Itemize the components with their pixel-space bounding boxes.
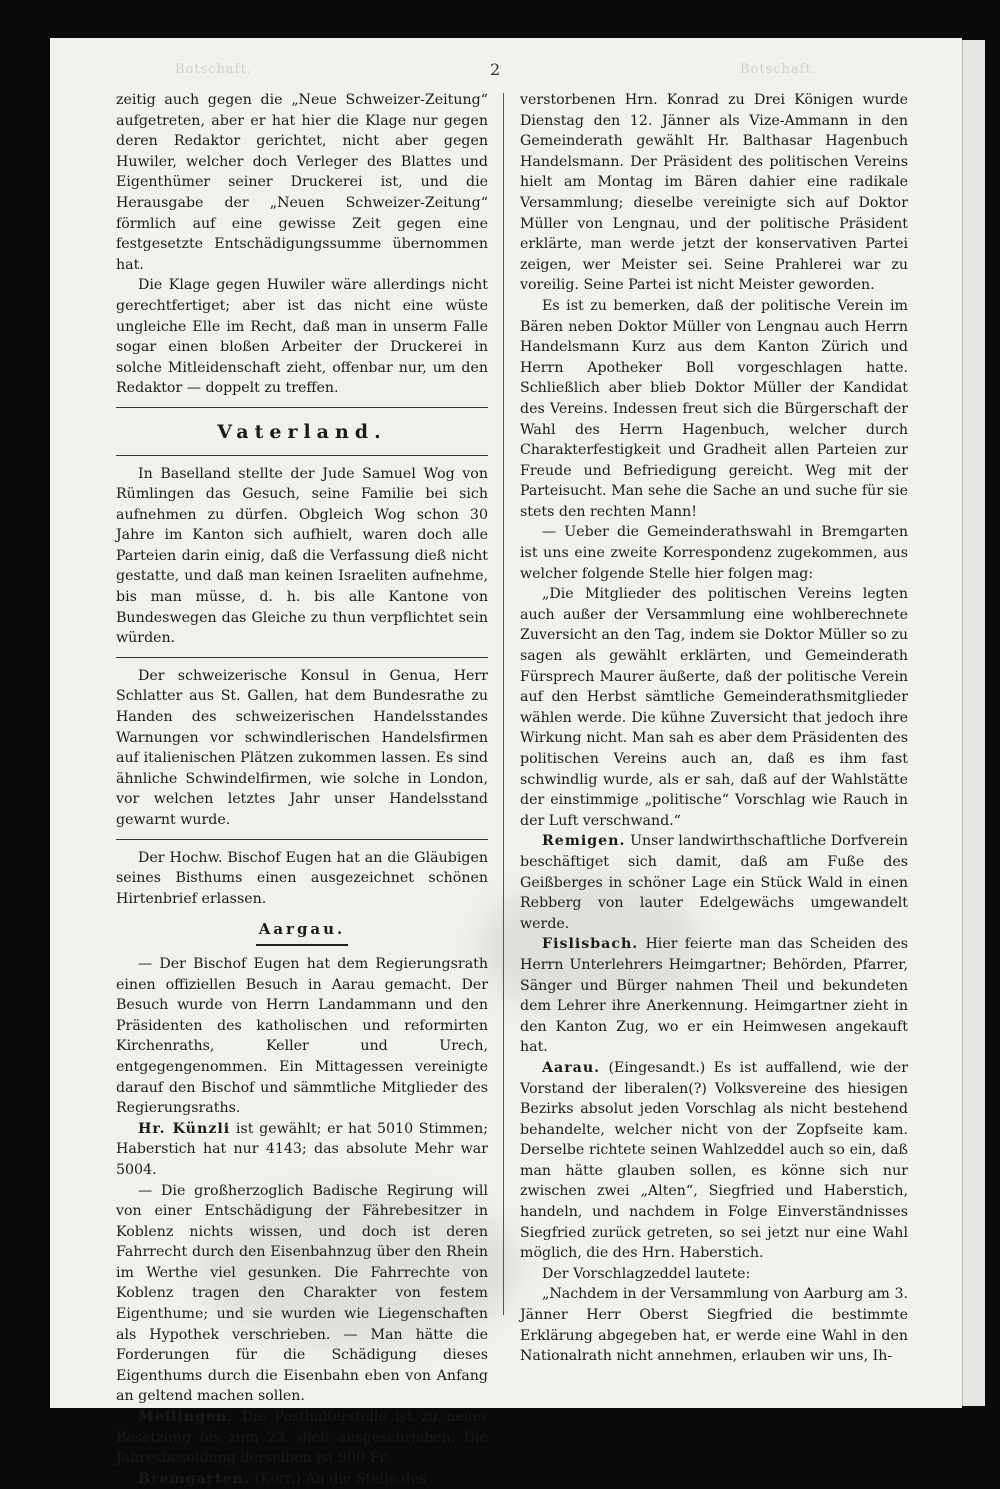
bleedthrough-text: Botschaft. — [175, 62, 252, 77]
article-paragraph: — Die großherzoglich Badische Regirung will von einer Entschädigung der Fährebesitzer in Koblenz nichts wissen, und doch ist deren Fahrrecht durch den Eisenbahnzug über den Rhein im Werthe viel gesunken. Die Fahrrechte von Koblenz tragen den Charakter von festem Eigenthume; und sie wurden wie Liegenschaften als Hypothek verschrieben. — Man hätte die Forderungen für die Schädigung dieses Eigenthums durch die Eisenbahn eben von Anfang an geltend machen sollen. — [116, 1182, 488, 1405]
dateline: Fislisbach. — [542, 936, 639, 953]
article-paragraph — [520, 1058, 908, 1264]
dateline: Aarau. — [542, 1059, 601, 1076]
right-column — [520, 90, 908, 1367]
article-text: Hier feierte man das Scheiden des Herrn Unterlehrers Heimgartner; Behörden, Pfarrer, Sänger und Bürger nahmen Theil und bekundeten dem Lehrer ihre Anerkennung. Heimgartner zieht in den Kanton Zug, wo er ein Heimwesen angekauft hat. — [520, 936, 908, 1056]
separator-rule — [116, 657, 488, 658]
article-text: (Eingesandt.) Es ist auffallend, wie der Vorstand der liberalen(?) Volksvereine des hiesigen Bezirks absolut jeden Vorschlag als nicht bestehend behandelte, welcher nicht von der Zopfseite kam. Derselbe richtete seinen Wahlzeddel auch so ein, daß man hätte glauben sollen, es könne sich nur zwischen zwei „Alten“, Siegfried und Haberstich, handeln, und nachdem in Folge Einverständnisses Siegfried zurück getreten, so sei jetzt nur eine Wahl möglich, die des Hrn. Haberstich. — [520, 1059, 908, 1262]
article-text: (Korr.) An die Stelle des — [249, 1470, 427, 1487]
article-paragraph: Es ist zu bemerken, daß der politische Verein im Bären neben Doktor Müller von Lengnau auch Herrn Handelsmann Kurz aus dem Kanton Zürich und Herrn Apotheker Boll vorgeschlagen hatte. Schließlich aber blieb Doktor Müller der Kandidat des Vereins. Indessen freut sich die Bürgerschaft der Wahl des Herrn Hagenbuch, welcher durch Charakterfestigkeit und Gradheit allen Parteien zur Freude und Befriedigung gereicht. Weg mit der Parteisucht. Man sehe die Sache an und suche für sie stets den rechten Mann! — [520, 297, 908, 520]
article-paragraph: Der Hochw. Bischof Eugen hat an die Gläubigen seines Bisthums einen ausgezeichnet schönen Hirtenbrief erlassen. — [116, 849, 488, 907]
subsection-title: Aargau. — [258, 920, 346, 939]
article-paragraph — [116, 1119, 488, 1181]
dateline: Mellingen. — [138, 1409, 234, 1426]
left-column — [116, 90, 488, 1489]
dateline: Hr. Künzli — [138, 1120, 231, 1137]
article-text: ist gewählt; er hat 5010 Stimmen; Haberstich hat nur 4143; das absolute Mehr war 5004. — [116, 1120, 488, 1178]
page-number: 2 — [490, 60, 501, 79]
separator-rule — [116, 407, 488, 408]
article-paragraph: „Nachdem in der Versammlung von Aarburg am 3. Jänner Herr Oberst Siegfried die bestimmte Erklärung abgegeben hat, er werde eine Wahl in den Nationalrath nicht annehmen, erlauben wir uns, Ih- — [520, 1286, 908, 1365]
article-paragraph: „Die Mitglieder des politischen Vereins legten auch außer der Versammlung eine wohlberechnete Zuversicht an den Tag, indem sie Doktor Müller so zu sagen als gewählt erklärten, und Gemeinderath Fürsprech Maurer äußerte, daß der politische Verein auf den Herbst sämtliche Gemeinderathsmitglieder wählen werde. Die kühne Zuversicht that jedoch ihre Wirkung nicht. Man sah es aber dem Präsidenten des politischen Vereins auch an, daß es ihm fast schwindlig wurde, als er sah, daß auf der Wahlstätte der einstimmige „politische“ Vorschlag wie Rauch in der Luft verschwand.“ — [520, 586, 908, 829]
article-paragraph — [116, 1469, 488, 1489]
article-paragraph: Der Vorschlagzeddel lautete: — [542, 1265, 751, 1282]
article-paragraph — [116, 1407, 488, 1469]
column-divider — [503, 93, 504, 1315]
article-paragraph: — Der Bischof Eugen hat dem Regierungsrath einen offiziellen Besuch in Aarau gemacht. Der Besuch wurde von Herrn Landammann und den Präsidenten des katholischen und reformirten Kirchenraths, Keller und Urech, entgegengenommen. Ein Mittagessen vereinigte darauf den Bischof und sämmtliche Mitglieder des Regierungsraths. — [116, 955, 488, 1117]
bleedthrough-text: Botschaft. — [740, 62, 817, 77]
article-text: Die Posthalterstelle ist zu neuer Besetzung bis zum 23. dieß ausgeschrieben. Die Jahresbesoldung derselben ist 900 Fr. — [116, 1409, 488, 1467]
separator-rule — [116, 839, 488, 840]
article-paragraph: Der schweizerische Konsul in Genua, Herr Schlatter aus St. Gallen, hat dem Bundesrathe zu Handen des schweizerischen Handelsstandes Warnungen vor schwindlerischen Handelsfirmen auf italienischen Plätzen zukommen lassen. Es sind ähnliche Schwindelfirmen, wie solche in London, vor welchen letztes Jahr unser Handelsstand gewarnt wurde. — [116, 667, 488, 828]
newspaper-page — [50, 38, 962, 1487]
article-paragraph — [520, 934, 908, 1058]
subsection-rule — [256, 944, 348, 946]
article-paragraph: Die Klage gegen Huwiler wäre allerdings nicht gerechtfertiget; aber ist das nicht eine wüste ungleiche Elle im Recht, daß man in unserm Falle sogar einen bloßen Arbeiter der Druckerei in solche Mitleidenschaft zieht, offenbar nur, um den Redaktor — doppelt zu treffen. — [116, 277, 488, 397]
section-title: Vaterland. — [217, 420, 387, 443]
article-paragraph: In Baselland stellte der Jude Samuel Wog von Rümlingen das Gesuch, seine Familie bei sich aufnehmen zu dürfen. Obgleich Wog schon 30 Jahre im Kanton sich aufhielt, waren doch alle Parteien darin einig, daß die Verfassung dieß nicht gestatte, und daß man keinen Israeliten aufnehme, bis man müsse, d. h. bis alle Kantone von Bundeswegen das Gleiche zu thun verpflichtet sein würden. — [116, 465, 488, 647]
separator-rule — [116, 455, 488, 456]
article-paragraph — [520, 831, 908, 934]
dateline: Remigen. — [542, 833, 626, 850]
article-paragraph: verstorbenen Hrn. Konrad zu Drei Königen wurde Dienstag den 12. Jänner als Vize-Ammann in den Gemeinderath gewählt Hr. Balthasar Hagenbuch Handelsmann. Der Präsident des politischen Vereins hielt am Montag im Bären dahier eine radikale Versammlung; dieselbe vereinigte sich auf Doktor Müller von Lengnau, und der politische Präsident erklärte, man werde jetzt der konservativen Partei zeigen, wer Meister sei. Seine Prahlerei war zu voreilig. Seine Partei ist nicht Meister geworden. — [520, 92, 908, 294]
facing-page-edge — [962, 40, 985, 1406]
dateline: Bremgarten. — [138, 1470, 250, 1487]
article-paragraph: — Ueber die Gemeinderathswahl in Bremgarten ist uns eine zweite Korrespondenz zugekommen, aus welcher folgende Stelle hier folgen mag: — [520, 524, 908, 582]
article-text: Unser landwirthschaftliche Dorfverein beschäftiget sich damit, daß am Fuße des Geißberges in schöner Lage ein Stück Wald in einen Rebberg von lauter Edelgewächs umgewandelt werde. — [520, 833, 908, 932]
article-paragraph: zeitig auch gegen die „Neue Schweizer-Zeitung“ aufgetreten, aber er hat hier die Klage nur gegen deren Redaktor gerichtet, nicht aber gegen Huwiler, welcher doch Verleger des Blattes und Eigenthümer seiner Druckerei ist, und die Herausgabe der „Neuen Schweizer-Zeitung“ förmlich auf eine gewisse Zeit gegen eine festgesetzte Entschädigungssumme übernommen hat. — [116, 92, 488, 273]
